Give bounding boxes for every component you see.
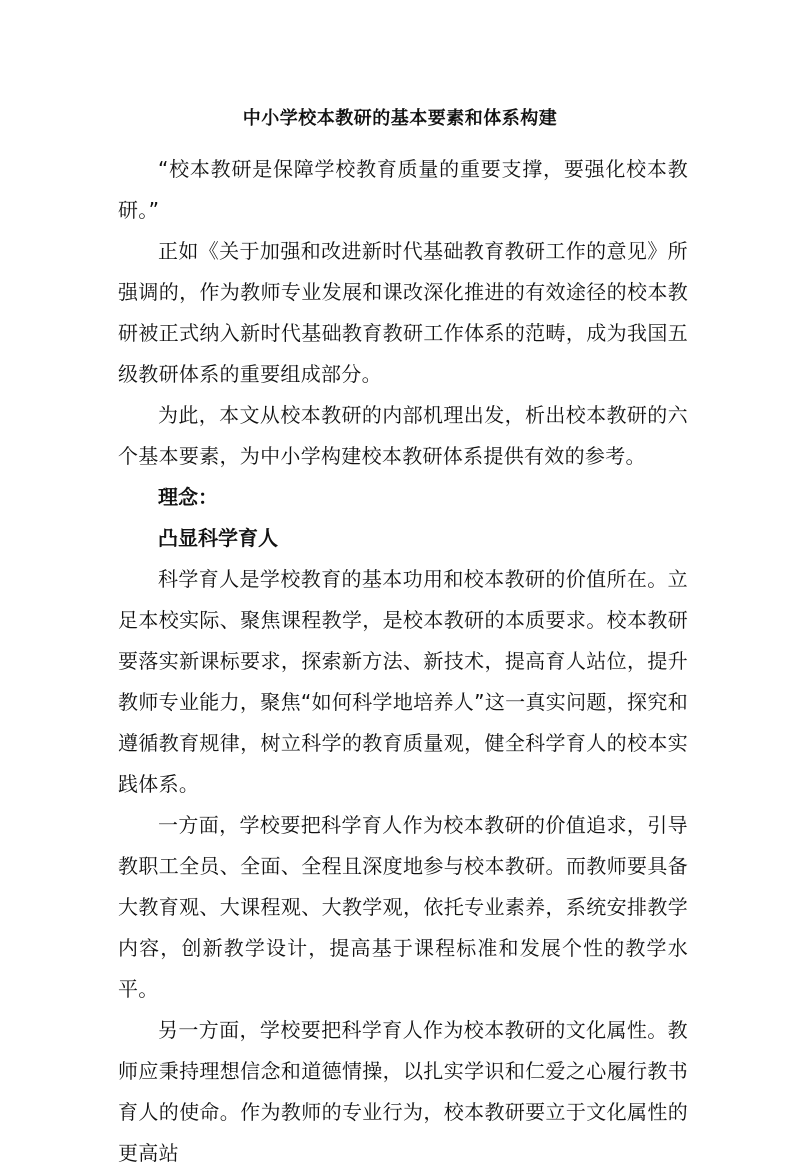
section-paragraph: 科学育人是学校教育的基本功用和校本教研的价值所在。立足本校实际、聚焦课程教学，是校本教研的本质要求。校本教研要落实新课标要求，探索新方法、新技术，提高育人站位，提升教师专业能力，聚焦“如何科学地培养人”这一真实问题，探究和遵循教育规律，树立科学的教育质量观，健全科学育人的校本实践体系。 [118, 567, 688, 796]
document-title: 中小学校本教研的基本要素和体系构建 [242, 108, 558, 129]
section-paragraph: 另一方面，学校要把科学育人作为校本教研的文化属性。教师应秉持理想信念和道德情操，以扎实学识和仁爱之心履行教书育人的使命。作为教师的专业行为，校本教研要立于文化属性的更高站 [118, 1018, 688, 1165]
intro-paragraph: 正如《关于加强和改进新时代基础教育教研工作的意见》所强调的，作为教师专业发展和课改深化推进的有效途径的校本教研被正式纳入新时代基础教育教研工作体系的范畴，成为我国五级教研体系的重要组成部分。 [118, 239, 688, 386]
document-body [118, 149, 688, 1174]
section-heading: 凸显科学育人 [158, 526, 278, 550]
section-label: 理念： [158, 485, 218, 509]
purpose-paragraph: 为此，本文从校本教研的内部机理出发，析出校本教研的六个基本要素，为中小学构建校本教研体系提供有效的参考。 [118, 403, 688, 468]
intro-quote-paragraph: “校本教研是保障学校教育质量的重要支撑，要强化校本教研。” [118, 157, 688, 222]
section-paragraph: 一方面，学校要把科学育人作为校本教研的价值追求，引导教职工全员、全面、全程且深度地参与校本教研。而教师要具备大教育观、大课程观、大教学观，依托专业素养，系统安排教学内容，创新教学设计，提高基于课程标准和发展个性的教学水平。 [118, 813, 688, 1001]
